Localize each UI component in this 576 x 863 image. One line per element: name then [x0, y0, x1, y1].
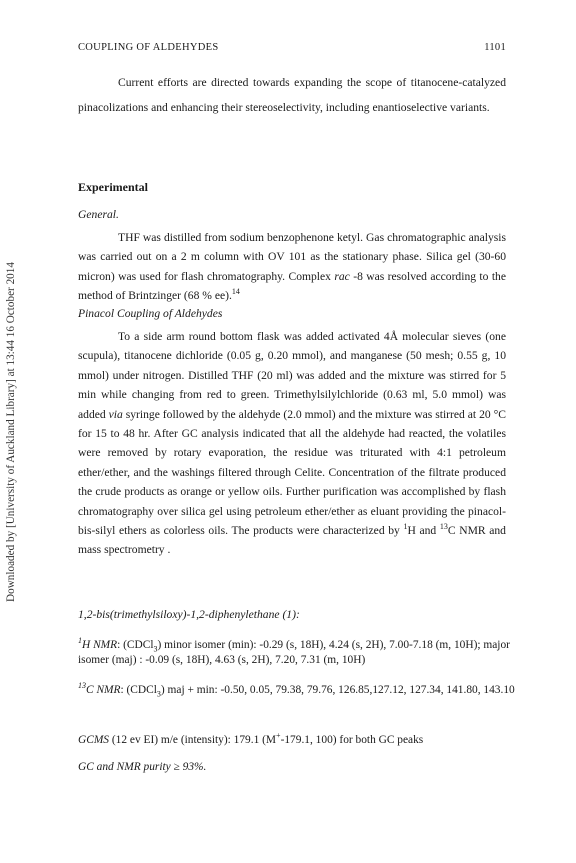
gcms-text-a: (12 ev EI) m/e (intensity): 179.1 (M — [109, 734, 277, 746]
gcms-text-b: -179.1, 100) for both GC peaks — [280, 734, 424, 746]
gcms-sup: + — [276, 731, 281, 741]
running-title: COUPLING OF ALDEHYDES — [78, 42, 219, 53]
gcms-label: GCMS — [78, 734, 110, 746]
running-header — [78, 42, 506, 53]
experimental-heading: Experimental — [78, 180, 148, 194]
general-paragraph — [78, 228, 506, 306]
pinacol-paragraph — [78, 327, 506, 560]
nmr1-sup: 1 — [403, 522, 408, 532]
general-text-a: THF was distilled from sodium benzophenone ketyl. Gas chromatographic analysis was carried out on a 2 m column with OV 101 as the stationary phase. Silica gel (30-60 micron) was used for flash chromatography. Complex — [78, 231, 506, 283]
purity-line: GC and NMR purity ≥ 93%. — [78, 761, 207, 773]
c-nmr-text: : (CDCl — [120, 684, 157, 696]
general-subheading: General. — [78, 208, 119, 221]
page-number: 1101 — [484, 42, 506, 53]
h-nmr-sup: 1 — [78, 636, 82, 646]
gcms-data — [78, 733, 518, 748]
nmr2-sup: 13 — [439, 522, 448, 532]
general-rac: rac — [334, 269, 350, 283]
h-nmr-values: ) minor isomer (min): -0.29 (s, 18H), 4.24 (s, 2H), 7.00-7.18 (m, 10H); major isomer (maj) : -0.09 (s, 18H), 4.63 (s, 2H), 7.20, 7.31 (m, 10H) — [78, 639, 510, 666]
c-nmr-label: C NMR — [86, 684, 121, 696]
c-nmr-data — [78, 683, 518, 698]
nmr2-text: C NMR and mass spectrometry . — [78, 524, 506, 557]
intro-paragraph: Current efforts are directed towards expanding the scope of titanocene-catalyzed pinacolizations and enhancing their stereoselectivity, including enantioselective variants. — [78, 76, 506, 114]
c-nmr-sup: 13 — [78, 681, 86, 691]
pinacol-via: via — [108, 407, 123, 421]
h-nmr-sub: 3 — [153, 644, 158, 654]
h-nmr-label: H NMR — [82, 639, 118, 651]
c-nmr-values: ) maj + min: -0.50, 0.05, 79.38, 79.76, 126.85,127.12, 127.34, 141.80, 143.10 — [160, 684, 515, 696]
nmr1-text: H and — [407, 524, 440, 538]
h-nmr-data — [78, 638, 518, 668]
download-watermark — [0, 0, 22, 863]
h-nmr-text: : (CDCl — [117, 639, 154, 651]
pinacol-subheading: Pinacol Coupling of Aldehydes — [78, 307, 223, 320]
pinacol-text-b: syringe followed by the aldehyde (2.0 mmol) and the mixture was stirred at 20 °C for 15 to 48 hr. After GC analysis indicated that all the aldehyde had reacted, the volatiles were removed by rotary evaporation, the residue was triturated with 4:1 petroleum ether/ether, and the washings filtered through Celite. Concentration of the filtrate produced the crude products as orange or yellow oils. Further purification was accomplished by flash chromatography over silica gel using petroleum ether/ether as eluant providing the pinacol-bis-silyl ethers as colorless oils. The products were characterized by — [78, 407, 506, 538]
reference-14: 14 — [231, 287, 240, 297]
c-nmr-sub: 3 — [156, 689, 161, 699]
general-text-b: -8 was resolved according to the method of Brintzinger (68 % ee). — [78, 269, 506, 303]
compound-name: 1,2-bis(trimethylsiloxy)-1,2-diphenylethane (1): — [78, 608, 300, 621]
download-note: Downloaded by [University of Auckland Library] at 13:44 16 October 2014 — [5, 262, 17, 602]
pinacol-text-a: To a side arm round bottom flask was added activated 4Å molecular sieves (one scupula), titanocene dichloride (0.05 g, 0.20 mmol), and manganese (50 mesh; 0.55 g, 10 mmol) under nitrogen. Distilled THF (20 ml) was added and the mixture was stirred for 5 min while changing from red to green. Trimethylsilylchloride (0.63 ml, 5.0 mmol) was added — [78, 330, 506, 421]
